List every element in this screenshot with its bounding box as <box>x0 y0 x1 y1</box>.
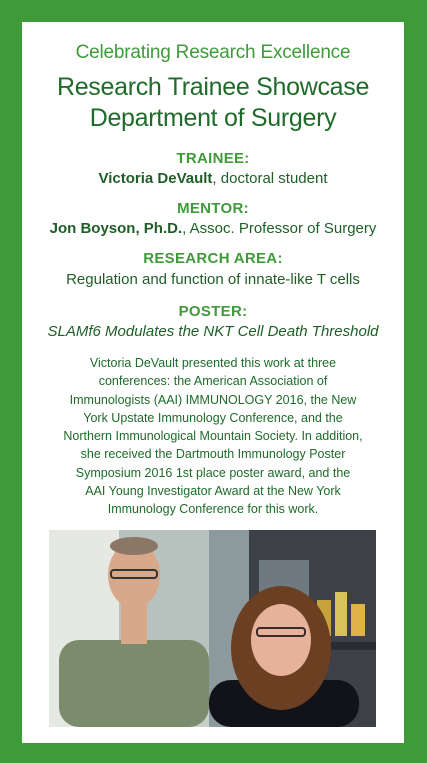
research-area-heading: RESEARCH AREA: <box>143 250 283 267</box>
description-line: AAI Young Investigator Award at the New York <box>85 484 341 499</box>
mentor-role: , Assoc. Professor of Surgery <box>182 220 377 237</box>
trainee-role: , doctoral student <box>212 170 328 187</box>
mentor-name: Jon Boyson, Ph.D. <box>49 220 183 237</box>
trainee-name: Victoria DeVault <box>98 170 213 187</box>
poster-heading: POSTER: <box>178 303 248 320</box>
poster-title: SLAMf6 Modulates the NKT Cell Death Threshold <box>47 323 379 340</box>
trainee-heading: TRAINEE: <box>176 150 250 167</box>
description-paragraph <box>44 354 382 519</box>
title-line-2: Department of Surgery <box>89 104 337 132</box>
description-line: conferences: the American Association of <box>98 374 328 389</box>
description-line: Symposium 2016 1st place poster award, and the <box>75 465 351 480</box>
description-line: Northern Immunological Mountain Society. In addition, <box>63 429 363 444</box>
research-area-text: Regulation and function of innate-like T cells <box>66 271 360 288</box>
trainee-line <box>22 170 404 187</box>
showcase-card <box>22 22 404 743</box>
description-line: she received the Dartmouth Immunology Poster <box>80 447 346 462</box>
title-line-1: Research Trainee Showcase <box>56 73 370 101</box>
page-title <box>22 72 404 134</box>
kicker-text: Celebrating Research Excellence <box>75 42 351 63</box>
description-line: Immunologists (AAI) IMMUNOLOGY 2016, the New <box>69 392 357 407</box>
mentor-heading: MENTOR: <box>177 200 249 217</box>
lab-photo <box>49 530 376 727</box>
lab-photo-illustration <box>49 530 376 727</box>
description-line: York Upstate Immunology Conference, and the <box>83 410 343 425</box>
mentor-line <box>22 220 404 237</box>
description-line: Victoria DeVault presented this work at three <box>89 356 337 370</box>
description-line: Immunology Conference for this work. <box>107 502 319 517</box>
